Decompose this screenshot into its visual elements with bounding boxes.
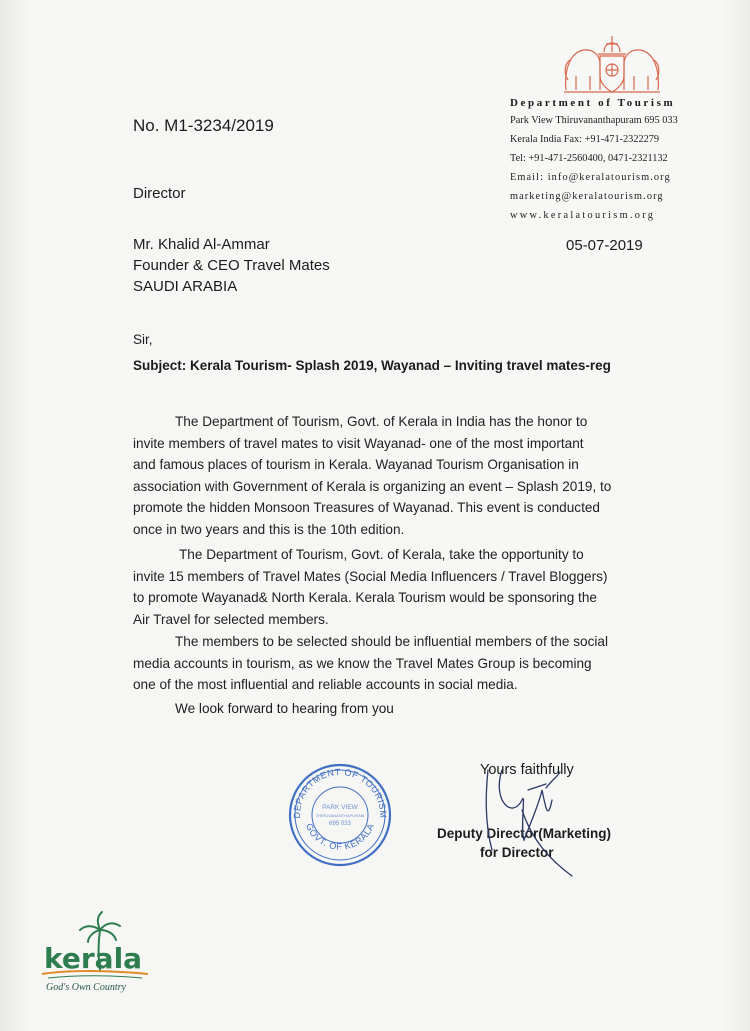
paragraph-line: to promote Wayanad& North Kerala. Kerala Tourism would be sponsoring the xyxy=(133,590,597,606)
body-paragraph-3 xyxy=(133,631,665,696)
paragraph-line: promote the hidden Monsoon Treasures of Wayanad. This event is conducted xyxy=(133,500,600,516)
subject-line: Subject: Kerala Tourism- Splash 2019, Wayanad – Inviting travel mates-reg xyxy=(133,358,611,373)
closing-line: We look forward to hearing from you xyxy=(175,701,394,716)
salutation: Sir, xyxy=(133,332,153,347)
paragraph-line: media accounts in tourism, as we know the Travel Mates Group is becoming xyxy=(133,655,592,671)
state-emblem-icon xyxy=(560,30,664,94)
paragraph-line: once in two years and this is the 10th edition. xyxy=(133,521,405,537)
reference-number: No. M1-3234/2019 xyxy=(133,116,274,135)
sender-role: Director xyxy=(133,185,186,202)
paragraph-line: invite 15 members of Travel Mates (Social Media Influencers / Travel Bloggers) xyxy=(133,568,608,584)
yours-faithfully: Yours faithfully xyxy=(480,762,574,778)
email-line: Email: info@keralatourism.org xyxy=(510,172,671,183)
department-title: Department of Tourism xyxy=(510,97,676,109)
paragraph-line: The Department of Tourism, Govt. of Kerala, take the opportunity to xyxy=(179,547,584,562)
body-paragraph-2 xyxy=(133,544,665,630)
svg-text:GOVT. OF KERALA: GOVT. OF KERALA xyxy=(303,821,377,852)
recipient-country: SAUDI ARABIA xyxy=(133,278,238,295)
signatory-for: for Director xyxy=(480,845,554,860)
signatory-designation: Deputy Director(Marketing) xyxy=(437,826,612,841)
phone-line: Tel: +91-471-2560400, 0471-2321132 xyxy=(510,153,668,164)
marketing-email-line: marketing@keralatourism.org xyxy=(510,191,664,202)
paragraph-line: The Department of Tourism, Govt. of Kerala in India has the honor to xyxy=(175,414,588,429)
paragraph-line: and famous places of tourism in Kerala. Wayanad Tourism Organisation in xyxy=(133,457,579,473)
fax-line: Kerala India Fax: +91-471-2322279 xyxy=(510,134,660,145)
paragraph-line: The members to be selected should be influential members of the social xyxy=(175,634,608,649)
website-line: www.keralatourism.org xyxy=(510,210,656,221)
svg-text:695 033: 695 033 xyxy=(329,821,351,827)
svg-text:kerala: kerala xyxy=(44,942,143,975)
recipient-name: Mr. Khalid Al-Ammar xyxy=(133,236,270,253)
address-line: Park View Thiruvananthapuram 695 033 xyxy=(510,115,678,126)
svg-text:DEPARTMENT OF TOURISM: DEPARTMENT OF TOURISM xyxy=(291,766,389,819)
letter-date: 05-07-2019 xyxy=(566,237,643,254)
paragraph-line: one of the most influential and reliable accounts in social media. xyxy=(133,677,518,693)
paragraph-line: Air Travel for selected members. xyxy=(133,611,329,627)
logo-tagline: God's Own Country xyxy=(46,982,126,993)
department-seal-icon xyxy=(285,760,395,870)
recipient-title: Founder & CEO Travel Mates xyxy=(133,257,330,274)
paragraph-line: association with Government of Kerala is organizing an event – Splash 2019, to xyxy=(133,478,612,494)
paragraph-line: invite members of travel mates to visit Wayanad- one of the most important xyxy=(133,435,584,451)
body-paragraph-1 xyxy=(133,411,665,541)
handwritten-signature-icon xyxy=(462,760,602,880)
svg-text:PARK VIEW: PARK VIEW xyxy=(322,804,358,811)
svg-text:THIRUVANANTHAPURAM: THIRUVANANTHAPURAM xyxy=(315,813,365,818)
